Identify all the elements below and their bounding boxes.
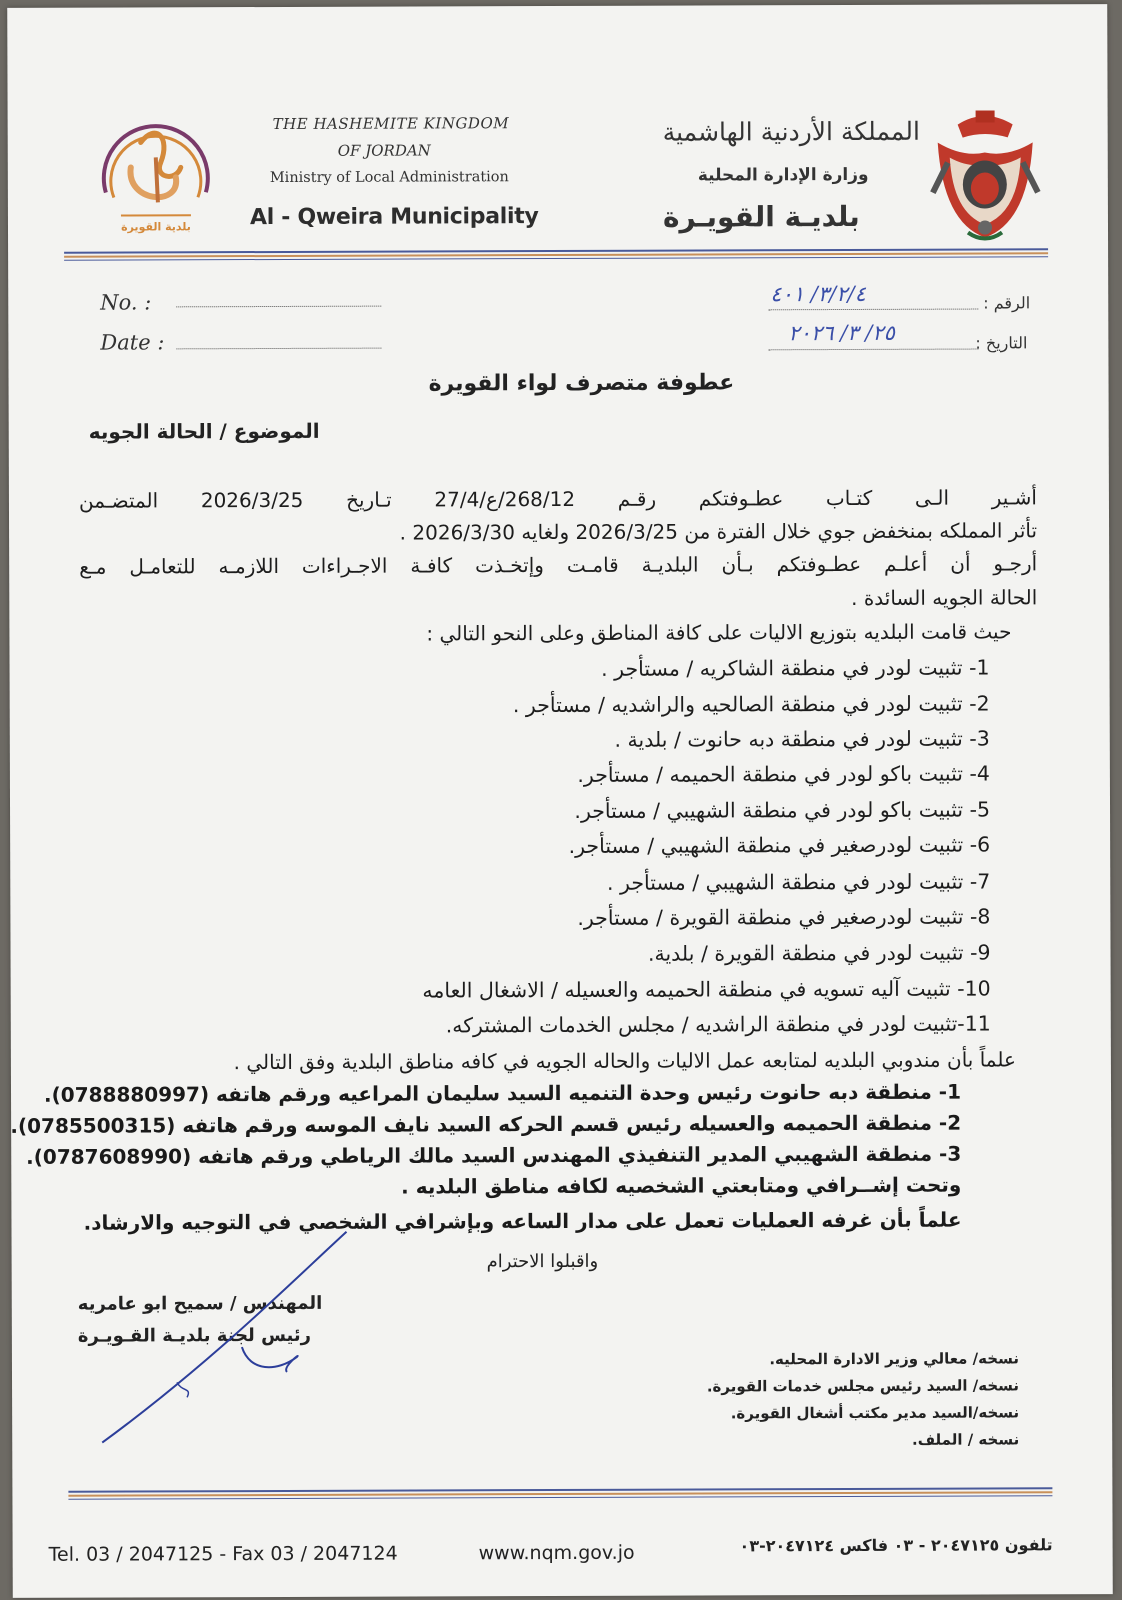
list-item: 6- تثبيت لودرصغير في منطقة الشهيبي / مستأجر.: [568, 832, 991, 858]
number-dotted-line: [176, 305, 381, 308]
header-municipality-en: Al - Qweira Municipality: [249, 204, 539, 231]
footer-phone-fax-ar: تلفون ٢٠٤٧١٢٥ - ٠٣ فاكس ٢٠٤٧١٢٤-٠٣: [739, 1535, 1053, 1556]
list-item: 1- تثبيت لودر في منطقة الشاكريه / مستأجر .: [601, 655, 990, 681]
list-item: 10- تثبيت آليه تسويه في منطقة الحميمه والعسيله / الاشغال العامه: [422, 976, 991, 1003]
representative-item: 3- منطقة الشهيبي المدير التنفيذي المهندس السيد مالك الرياطي ورقم هاتفه (0787608990).: [26, 1141, 962, 1169]
date-dotted-line: [176, 347, 381, 350]
copy-recipient: نسخه/ معالي وزير الادارة المحليه.: [769, 1349, 1019, 1369]
header-kingdom-en: THE HASHEMITE KINGDOM: [272, 114, 510, 133]
copy-recipient: نسخه/ السيد رئيس مجلس خدمات القويرة.: [706, 1376, 1020, 1396]
footer-phone-fax-en: Tel. 03 / 2047125 - Fax 03 / 2047124: [48, 1542, 398, 1566]
header-municipality-ar: بلديـة القويـرة: [662, 199, 860, 234]
handwritten-signature: [91, 1222, 382, 1453]
list-item: 5- تثبيت باكو لودر في منطقة الشهيبي / مستأجر.: [574, 797, 991, 823]
addressee: عطوفة متصرف لواء القويرة: [428, 370, 735, 397]
signatory-role: رئيس لجنة بلديـة القـويـرة: [77, 1324, 312, 1347]
letter-page: [7, 4, 1113, 1598]
paragraph-4: علماً بأن مندوبي البلديه لمتابعه عمل الاليات والحاله الجويه في كافه مناطق البلدية وفق التالي .: [233, 1047, 1016, 1075]
list-item: 8- تثبيت لودرصغير في منطقة القويرة / مستأجر.: [577, 904, 991, 930]
paragraph-3: حيث قامت البلديه بتوزيع الاليات على كافة المناطق وعلى النحو التالي :: [426, 619, 1012, 646]
operations-line: علماً بأن غرفه العمليات تعمل على مدار الساعه وبإشرافي الشخصي في التوجيه والارشاد.: [83, 1207, 962, 1235]
jordan-emblem: [928, 102, 1044, 247]
subject-line: الموضوع / الحالة الجويه: [88, 418, 320, 444]
paragraph-1-line-1: أشـير الـى كتـاب عطـوفتكم رقـم 268/12/ع/27/4 تـاريخ 2026/3/25 المتضـمن: [78, 485, 1037, 513]
logo-caption: بلدية القويرة: [121, 220, 191, 234]
date-label-en: Date :: [100, 330, 165, 355]
number-label-ar: الرقم :: [983, 293, 1031, 313]
paragraph-2-line-1: أرجـو أن أعلـم عطـوفتكم بـأن البلديـة قامـت وإتخـذت كافـة الاجـراءات اللازمـه للتعامـل مـع: [79, 551, 1038, 579]
copy-recipient: نسخه / الملف.: [911, 1430, 1020, 1449]
footer-website: www.nqm.gov.jo: [478, 1541, 635, 1565]
paragraph-2-line-2: الحالة الجويه السائدة .: [851, 585, 1038, 610]
paragraph-1-line-2: تأثر المملكه بمنخفض جوي خلال الفترة من 2026/3/25 ولغايه 2026/3/30 .: [399, 518, 1038, 545]
representative-item: 2- منطقة الحميمه والعسيله رئيس قسم الحركه السيد نايف الموسه ورقم هاتفه (0785500315).: [10, 1110, 962, 1138]
header-kingdom-ar: المملكة الأردنية الهاشمية: [662, 116, 920, 147]
copy-recipient: نسخه/السيد مدير مكتب أشغال القويرة.: [730, 1403, 1020, 1423]
number-handwritten: ٣/٢/٤/ ٤٠١: [770, 281, 866, 307]
list-item: 2- تثبيت لودر في منطقة الصالحيه والراشديه / مستأجر .: [512, 691, 990, 718]
supervision-line: وتحت إشــرافي ومتابعتي الشخصيه لكافه مناطق البلديه .: [401, 1172, 962, 1199]
date-label-ar: التاريخ :: [975, 333, 1028, 353]
list-item: 4- تثبيت باكو لودر في منطقة الحميمه / مستأجر.: [577, 761, 990, 787]
header-ministry-en: Ministry of Local Administration: [269, 169, 509, 187]
municipality-logo: [86, 107, 226, 247]
representative-item: 1- منطقة دبه حانوت رئيس وحدة التنميه السيد سليمان المراعيه ورقم هاتفه (0788880997).: [43, 1079, 962, 1107]
list-item: 11-تثبيت لودر في منطقة الراشديه / مجلس الخدمات المشتركه.: [445, 1011, 991, 1038]
closing: واقبلوا الاحترام: [486, 1250, 599, 1273]
header-of-jordan-en: OF JORDAN: [337, 141, 431, 160]
signatory-name: المهندس / سميح ابو عامريه: [77, 1292, 323, 1315]
date-dotted-line-ar: [768, 348, 978, 351]
number-label-en: No. :: [100, 290, 152, 315]
list-item: 9- تثبيت لودر في منطقة القويرة / بلدية.: [647, 940, 991, 966]
list-item: 7- تثبيت لودر في منطقة الشهيبي / مستأجر .: [606, 869, 991, 895]
list-item: 3- تثبيت لودر في منطقة دبه حانوت / بلدية .: [614, 726, 990, 752]
header-ministry-ar: وزارة الإدارة المحلية: [697, 164, 869, 186]
number-dotted-line-ar: [768, 308, 978, 311]
date-handwritten: ٢٥/ ٣/ ٢٠٢٦: [788, 320, 895, 346]
